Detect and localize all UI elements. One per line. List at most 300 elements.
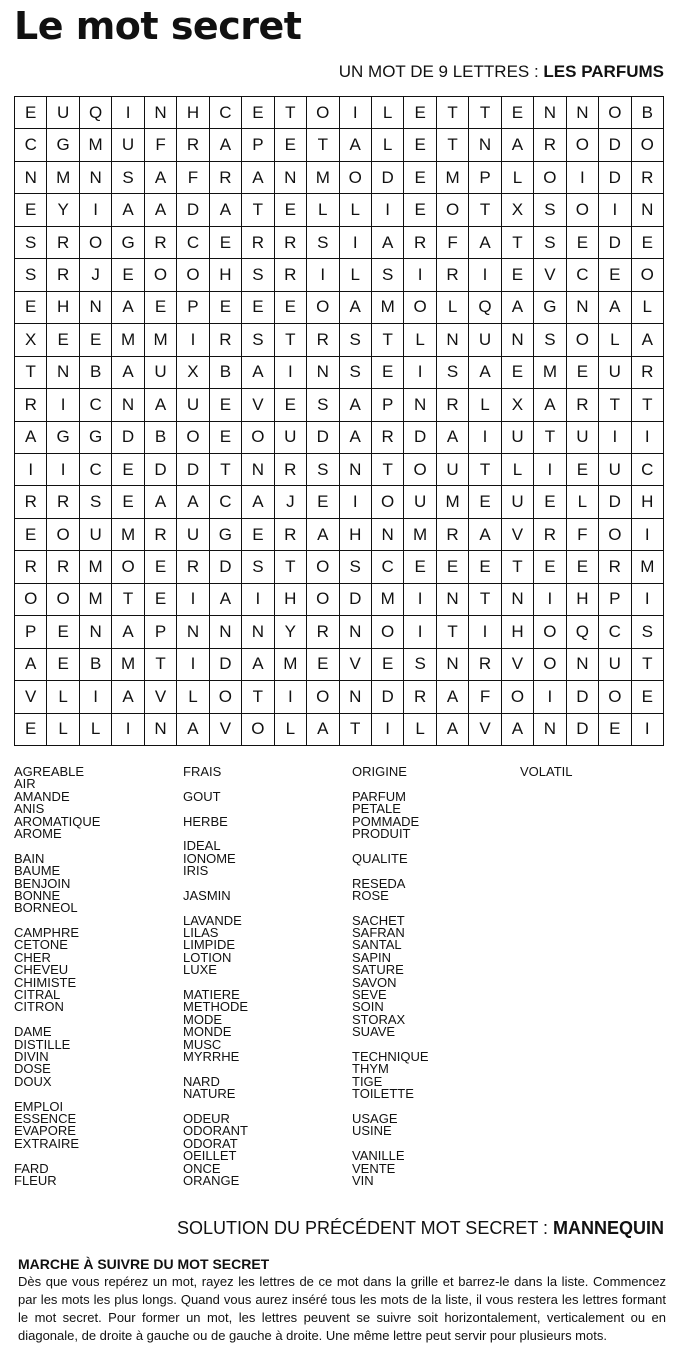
word-item[interactable]: BORNEOL (14, 900, 78, 916)
grid-cell[interactable]: I (307, 259, 339, 291)
grid-cell[interactable]: N (534, 714, 566, 746)
grid-cell[interactable]: V (502, 649, 534, 681)
grid-cell[interactable]: I (177, 324, 209, 356)
grid-cell[interactable]: O (534, 162, 566, 194)
word-item[interactable]: THYM (352, 1061, 389, 1077)
grid-cell[interactable]: O (437, 194, 469, 226)
grid-cell[interactable]: E (404, 162, 436, 194)
word-item[interactable]: SAPIN (352, 949, 392, 965)
grid-cell[interactable]: S (242, 259, 274, 291)
grid-cell[interactable]: A (242, 162, 274, 194)
grid-cell[interactable]: N (47, 357, 79, 389)
grid-cell[interactable]: A (112, 357, 144, 389)
grid-cell[interactable]: R (210, 162, 242, 194)
grid-cell[interactable]: A (145, 486, 177, 518)
grid-cell[interactable]: R (177, 551, 209, 583)
word-item[interactable]: SEVE (352, 987, 387, 1003)
grid-cell[interactable]: R (534, 519, 566, 551)
grid-cell[interactable]: N (242, 454, 274, 486)
grid-cell[interactable]: I (632, 519, 664, 551)
grid-cell[interactable]: N (80, 162, 112, 194)
grid-cell[interactable]: J (80, 259, 112, 291)
grid-cell[interactable]: E (210, 422, 242, 454)
grid-cell[interactable]: A (437, 681, 469, 713)
grid-cell[interactable]: L (404, 324, 436, 356)
grid-cell[interactable]: I (469, 616, 501, 648)
grid-cell[interactable]: R (47, 227, 79, 259)
grid-cell[interactable]: O (534, 616, 566, 648)
grid-cell[interactable]: B (80, 357, 112, 389)
grid-cell[interactable]: I (340, 227, 372, 259)
grid-cell[interactable]: O (242, 714, 274, 746)
grid-cell[interactable]: R (437, 259, 469, 291)
grid-cell[interactable]: E (502, 259, 534, 291)
word-item[interactable]: MATIERE (183, 987, 240, 1003)
grid-cell[interactable]: H (502, 616, 534, 648)
grid-cell[interactable]: A (242, 357, 274, 389)
word-item[interactable]: AROME (14, 825, 62, 841)
word-item[interactable]: STORAX (352, 1011, 406, 1027)
grid-cell[interactable]: A (307, 714, 339, 746)
grid-cell[interactable]: A (599, 292, 631, 324)
grid-cell[interactable]: R (47, 486, 79, 518)
grid-cell[interactable]: C (567, 259, 599, 291)
word-item[interactable]: VANILLE (352, 1148, 405, 1164)
grid-cell[interactable]: A (469, 519, 501, 551)
grid-cell[interactable]: N (372, 519, 404, 551)
word-item[interactable]: IONOME (183, 850, 236, 866)
grid-cell[interactable]: Y (47, 194, 79, 226)
grid-cell[interactable]: O (502, 681, 534, 713)
grid-cell[interactable]: O (307, 584, 339, 616)
grid-cell[interactable]: S (307, 454, 339, 486)
grid-cell[interactable]: P (177, 292, 209, 324)
grid-cell[interactable]: Q (469, 292, 501, 324)
grid-cell[interactable]: G (534, 292, 566, 324)
word-item[interactable]: ORIGINE (352, 764, 407, 779)
grid-cell[interactable]: I (632, 422, 664, 454)
grid-cell[interactable]: M (437, 162, 469, 194)
grid-cell[interactable]: B (210, 357, 242, 389)
grid-cell[interactable]: R (469, 649, 501, 681)
grid-cell[interactable]: F (567, 519, 599, 551)
word-item[interactable]: USAGE (352, 1110, 398, 1126)
grid-cell[interactable]: T (469, 454, 501, 486)
grid-cell[interactable]: M (534, 357, 566, 389)
grid-cell[interactable]: E (275, 292, 307, 324)
grid-cell[interactable]: E (534, 551, 566, 583)
grid-cell[interactable]: R (404, 681, 436, 713)
grid-cell[interactable]: O (632, 129, 664, 161)
grid-cell[interactable]: L (599, 324, 631, 356)
grid-cell[interactable]: I (112, 714, 144, 746)
word-item[interactable]: VENTE (352, 1160, 396, 1176)
grid-cell[interactable]: A (145, 194, 177, 226)
grid-cell[interactable]: D (404, 422, 436, 454)
grid-cell[interactable]: P (15, 616, 47, 648)
grid-cell[interactable]: I (404, 584, 436, 616)
grid-cell[interactable]: O (372, 616, 404, 648)
word-item[interactable]: PETALE (352, 801, 401, 817)
grid-cell[interactable]: N (502, 324, 534, 356)
grid-cell[interactable]: N (145, 714, 177, 746)
grid-cell[interactable]: R (275, 454, 307, 486)
grid-cell[interactable]: U (437, 454, 469, 486)
grid-cell[interactable]: N (112, 389, 144, 421)
grid-cell[interactable]: N (340, 681, 372, 713)
word-item[interactable]: DIVIN (14, 1048, 49, 1064)
grid-cell[interactable]: A (340, 292, 372, 324)
grid-cell[interactable]: S (534, 324, 566, 356)
grid-cell[interactable]: O (80, 227, 112, 259)
grid-cell[interactable]: O (404, 454, 436, 486)
word-item[interactable]: DOSE (14, 1061, 51, 1077)
grid-cell[interactable]: O (404, 292, 436, 324)
word-item[interactable]: PRODUIT (352, 825, 411, 841)
grid-cell[interactable]: R (372, 422, 404, 454)
word-item[interactable]: ODORANT (183, 1123, 248, 1139)
grid-cell[interactable]: A (242, 649, 274, 681)
grid-cell[interactable]: A (632, 324, 664, 356)
grid-cell[interactable]: S (340, 551, 372, 583)
grid-cell[interactable]: E (242, 292, 274, 324)
grid-cell[interactable]: D (372, 681, 404, 713)
grid-cell[interactable]: O (242, 422, 274, 454)
grid-cell[interactable]: N (80, 616, 112, 648)
grid-cell[interactable]: H (210, 259, 242, 291)
grid-cell[interactable]: C (177, 227, 209, 259)
grid-cell[interactable]: V (534, 259, 566, 291)
grid-cell[interactable]: E (275, 389, 307, 421)
grid-cell[interactable]: M (80, 551, 112, 583)
grid-cell[interactable]: A (210, 194, 242, 226)
grid-cell[interactable]: E (242, 97, 274, 129)
grid-cell[interactable]: L (372, 97, 404, 129)
grid-cell[interactable]: S (372, 259, 404, 291)
grid-cell[interactable]: E (275, 194, 307, 226)
grid-cell[interactable]: T (437, 97, 469, 129)
grid-cell[interactable]: U (177, 389, 209, 421)
grid-cell[interactable]: T (599, 389, 631, 421)
grid-cell[interactable]: R (15, 389, 47, 421)
grid-cell[interactable]: I (534, 584, 566, 616)
grid-cell[interactable]: N (340, 454, 372, 486)
grid-cell[interactable]: T (437, 616, 469, 648)
grid-cell[interactable]: M (112, 324, 144, 356)
grid-cell[interactable]: R (307, 324, 339, 356)
grid-cell[interactable]: D (112, 422, 144, 454)
word-item[interactable]: ONCE (183, 1160, 221, 1176)
grid-cell[interactable]: D (307, 422, 339, 454)
grid-cell[interactable]: N (632, 194, 664, 226)
grid-cell[interactable]: G (112, 227, 144, 259)
grid-cell[interactable]: T (534, 422, 566, 454)
grid-cell[interactable]: S (340, 324, 372, 356)
grid-cell[interactable]: D (567, 714, 599, 746)
grid-cell[interactable]: A (372, 227, 404, 259)
grid-cell[interactable]: I (80, 681, 112, 713)
grid-cell[interactable]: L (47, 714, 79, 746)
grid-cell[interactable]: A (210, 129, 242, 161)
grid-cell[interactable]: S (534, 194, 566, 226)
grid-cell[interactable]: R (275, 519, 307, 551)
grid-cell[interactable]: G (47, 422, 79, 454)
grid-cell[interactable]: A (242, 486, 274, 518)
grid-cell[interactable]: F (469, 681, 501, 713)
word-item[interactable]: HERBE (183, 813, 228, 829)
grid-cell[interactable]: D (210, 551, 242, 583)
grid-cell[interactable]: T (372, 454, 404, 486)
grid-cell[interactable]: N (437, 584, 469, 616)
grid-cell[interactable]: E (210, 292, 242, 324)
grid-cell[interactable]: I (372, 194, 404, 226)
grid-cell[interactable]: N (177, 616, 209, 648)
grid-cell[interactable]: S (307, 227, 339, 259)
grid-cell[interactable]: A (340, 389, 372, 421)
grid-cell[interactable]: L (340, 194, 372, 226)
word-item[interactable]: GOUT (183, 788, 221, 804)
grid-cell[interactable]: L (502, 454, 534, 486)
grid-cell[interactable]: S (632, 616, 664, 648)
grid-cell[interactable]: C (210, 97, 242, 129)
grid-cell[interactable]: G (80, 422, 112, 454)
grid-cell[interactable]: O (567, 324, 599, 356)
grid-cell[interactable]: O (599, 519, 631, 551)
word-item[interactable]: BAUME (14, 863, 61, 879)
grid-cell[interactable]: M (372, 584, 404, 616)
word-item[interactable]: AROMATIQUE (14, 813, 101, 829)
grid-cell[interactable]: O (177, 422, 209, 454)
grid-cell[interactable]: N (469, 129, 501, 161)
grid-cell[interactable]: R (404, 227, 436, 259)
word-item[interactable]: LILAS (183, 925, 219, 941)
word-item[interactable]: QUALITE (352, 850, 408, 866)
grid-cell[interactable]: R (437, 389, 469, 421)
grid-cell[interactable]: T (469, 194, 501, 226)
grid-cell[interactable]: E (502, 357, 534, 389)
grid-cell[interactable]: U (112, 129, 144, 161)
grid-cell[interactable]: I (469, 422, 501, 454)
grid-cell[interactable]: T (275, 324, 307, 356)
grid-cell[interactable]: F (145, 129, 177, 161)
grid-cell[interactable]: E (15, 292, 47, 324)
grid-cell[interactable]: E (599, 259, 631, 291)
grid-cell[interactable]: A (112, 681, 144, 713)
word-item[interactable]: MYRRHE (183, 1048, 240, 1064)
grid-cell[interactable]: N (437, 649, 469, 681)
grid-cell[interactable]: R (210, 324, 242, 356)
grid-cell[interactable]: I (599, 194, 631, 226)
grid-cell[interactable]: B (80, 649, 112, 681)
grid-cell[interactable]: T (469, 97, 501, 129)
grid-cell[interactable]: U (599, 454, 631, 486)
grid-cell[interactable]: D (372, 162, 404, 194)
grid-cell[interactable]: O (145, 259, 177, 291)
grid-cell[interactable]: N (80, 292, 112, 324)
grid-cell[interactable]: A (145, 389, 177, 421)
word-item[interactable]: ROSE (352, 887, 389, 903)
grid-cell[interactable]: L (469, 389, 501, 421)
grid-cell[interactable]: A (502, 129, 534, 161)
word-item[interactable]: LIMPIDE (183, 937, 236, 953)
grid-cell[interactable]: V (210, 714, 242, 746)
grid-cell[interactable]: A (307, 519, 339, 551)
grid-cell[interactable]: I (340, 97, 372, 129)
grid-cell[interactable]: A (177, 486, 209, 518)
grid-cell[interactable]: E (372, 357, 404, 389)
grid-cell[interactable]: E (404, 194, 436, 226)
word-item[interactable]: CHEVEU (14, 962, 69, 978)
grid-cell[interactable]: H (340, 519, 372, 551)
grid-cell[interactable]: R (15, 486, 47, 518)
word-item[interactable]: MODE (183, 1011, 222, 1027)
grid-cell[interactable]: V (145, 681, 177, 713)
word-item[interactable]: IDEAL (183, 838, 221, 854)
grid-cell[interactable]: B (632, 97, 664, 129)
grid-cell[interactable]: M (275, 649, 307, 681)
word-item[interactable]: SANTAL (352, 937, 402, 953)
word-item[interactable]: CHER (14, 949, 51, 965)
grid-cell[interactable]: I (632, 714, 664, 746)
grid-cell[interactable]: A (210, 584, 242, 616)
grid-cell[interactable]: D (340, 584, 372, 616)
grid-cell[interactable]: A (437, 422, 469, 454)
word-item[interactable]: CITRON (14, 999, 64, 1015)
grid-cell[interactable]: O (210, 681, 242, 713)
grid-cell[interactable]: U (80, 519, 112, 551)
grid-cell[interactable]: M (80, 129, 112, 161)
grid-cell[interactable]: A (534, 389, 566, 421)
grid-cell[interactable]: Q (567, 616, 599, 648)
grid-cell[interactable]: E (469, 551, 501, 583)
grid-cell[interactable]: E (437, 551, 469, 583)
grid-cell[interactable]: O (599, 97, 631, 129)
word-item[interactable]: SOIN (352, 999, 384, 1015)
word-item[interactable]: ODORAT (183, 1135, 238, 1151)
word-item[interactable]: ESSENCE (14, 1110, 77, 1126)
grid-cell[interactable]: V (502, 519, 534, 551)
grid-cell[interactable]: E (404, 129, 436, 161)
grid-cell[interactable]: T (242, 194, 274, 226)
grid-cell[interactable]: E (112, 486, 144, 518)
word-item[interactable]: EMPLOI (14, 1098, 64, 1114)
grid-cell[interactable]: I (340, 486, 372, 518)
word-item[interactable]: CHIMISTE (14, 974, 77, 990)
grid-cell[interactable]: D (599, 486, 631, 518)
grid-cell[interactable]: E (307, 649, 339, 681)
grid-cell[interactable]: N (437, 324, 469, 356)
word-item[interactable]: EVAPORE (14, 1123, 76, 1139)
grid-cell[interactable]: E (275, 129, 307, 161)
grid-cell[interactable]: H (567, 584, 599, 616)
word-item[interactable]: SAFRAN (352, 925, 405, 941)
grid-cell[interactable]: I (177, 649, 209, 681)
grid-cell[interactable]: I (534, 681, 566, 713)
grid-cell[interactable]: I (632, 584, 664, 616)
word-item[interactable]: CITRAL (14, 987, 61, 1003)
grid-cell[interactable]: T (340, 714, 372, 746)
grid-cell[interactable]: E (567, 357, 599, 389)
grid-cell[interactable]: G (210, 519, 242, 551)
grid-cell[interactable]: I (80, 194, 112, 226)
word-item[interactable]: SAVON (352, 974, 397, 990)
grid-cell[interactable]: I (567, 162, 599, 194)
grid-cell[interactable]: X (502, 389, 534, 421)
grid-cell[interactable]: R (567, 389, 599, 421)
word-item[interactable]: POMMADE (352, 813, 420, 829)
grid-cell[interactable]: R (437, 519, 469, 551)
grid-cell[interactable]: U (469, 324, 501, 356)
grid-cell[interactable]: U (177, 519, 209, 551)
grid-cell[interactable]: M (47, 162, 79, 194)
grid-cell[interactable]: B (145, 422, 177, 454)
grid-cell[interactable]: O (567, 194, 599, 226)
grid-cell[interactable]: O (340, 162, 372, 194)
word-item[interactable]: SACHET (352, 912, 405, 928)
grid-cell[interactable]: T (632, 649, 664, 681)
grid-cell[interactable]: O (372, 486, 404, 518)
grid-cell[interactable]: E (15, 194, 47, 226)
word-item[interactable]: SUAVE (352, 1024, 396, 1040)
grid-cell[interactable]: E (80, 324, 112, 356)
grid-cell[interactable]: E (534, 486, 566, 518)
grid-cell[interactable]: D (599, 162, 631, 194)
grid-cell[interactable]: A (177, 714, 209, 746)
grid-cell[interactable]: A (112, 616, 144, 648)
grid-cell[interactable]: O (307, 681, 339, 713)
grid-cell[interactable]: I (15, 454, 47, 486)
grid-cell[interactable]: P (599, 584, 631, 616)
grid-cell[interactable]: T (15, 357, 47, 389)
grid-cell[interactable]: M (112, 649, 144, 681)
grid-cell[interactable]: E (567, 454, 599, 486)
grid-cell[interactable]: N (275, 162, 307, 194)
grid-cell[interactable]: R (307, 616, 339, 648)
grid-cell[interactable]: S (404, 649, 436, 681)
grid-cell[interactable]: S (307, 389, 339, 421)
word-item[interactable]: METHODE (183, 999, 248, 1015)
grid-cell[interactable]: E (567, 227, 599, 259)
grid-cell[interactable]: M (404, 519, 436, 551)
grid-cell[interactable]: S (340, 357, 372, 389)
grid-cell[interactable]: E (145, 292, 177, 324)
grid-cell[interactable]: T (437, 129, 469, 161)
grid-cell[interactable]: N (502, 584, 534, 616)
grid-cell[interactable]: I (242, 584, 274, 616)
word-item[interactable]: PARFUM (352, 788, 406, 804)
grid-cell[interactable]: M (112, 519, 144, 551)
grid-cell[interactable]: H (275, 584, 307, 616)
grid-cell[interactable]: E (47, 324, 79, 356)
grid-cell[interactable]: A (502, 714, 534, 746)
grid-cell[interactable]: R (177, 129, 209, 161)
grid-cell[interactable]: P (242, 129, 274, 161)
grid-cell[interactable]: D (599, 129, 631, 161)
word-item[interactable]: RESEDA (352, 875, 406, 891)
grid-cell[interactable]: E (567, 551, 599, 583)
grid-cell[interactable]: E (47, 649, 79, 681)
grid-cell[interactable]: D (567, 681, 599, 713)
grid-cell[interactable]: A (340, 422, 372, 454)
grid-cell[interactable]: U (599, 649, 631, 681)
grid-cell[interactable]: L (404, 714, 436, 746)
grid-cell[interactable]: T (275, 551, 307, 583)
grid-cell[interactable]: S (242, 551, 274, 583)
grid-cell[interactable]: N (242, 616, 274, 648)
grid-cell[interactable]: I (177, 584, 209, 616)
grid-cell[interactable]: T (145, 649, 177, 681)
word-item[interactable]: BENJOIN (14, 875, 71, 891)
